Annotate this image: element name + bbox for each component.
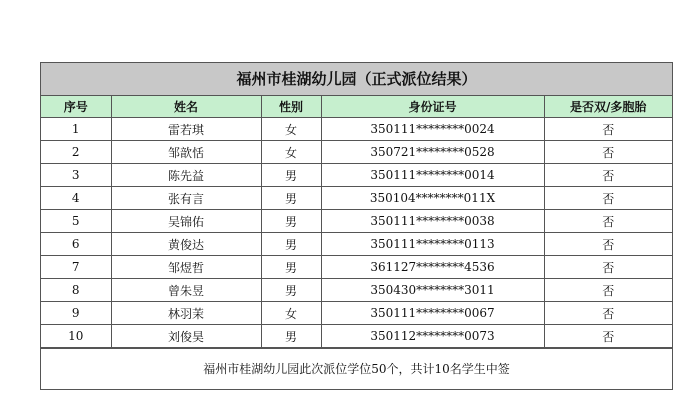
cell-gender: 女 xyxy=(261,141,321,164)
footer-note: 福州市桂湖幼儿园此次派位学位50个，共计10名学生中签 xyxy=(41,348,672,389)
cell-twins: 否 xyxy=(544,279,672,302)
header-index: 序号 xyxy=(41,96,111,118)
cell-twins: 否 xyxy=(544,233,672,256)
table-row xyxy=(41,256,672,279)
cell-id-number: 350111********0038 xyxy=(321,210,544,233)
cell-twins: 否 xyxy=(544,210,672,233)
results-table xyxy=(41,96,672,348)
cell-gender: 女 xyxy=(261,302,321,325)
cell-gender: 男 xyxy=(261,279,321,302)
table-row xyxy=(41,233,672,256)
cell-name: 陈先益 xyxy=(111,164,261,187)
cell-id-number: 350430********3011 xyxy=(321,279,544,302)
table-row xyxy=(41,325,672,348)
table-row xyxy=(41,118,672,141)
table-row xyxy=(41,187,672,210)
table-row xyxy=(41,302,672,325)
header-id-number: 身份证号 xyxy=(321,96,544,118)
cell-name: 邹歆恬 xyxy=(111,141,261,164)
cell-gender: 男 xyxy=(261,164,321,187)
cell-index: 3 xyxy=(41,164,111,187)
cell-name: 邹煜哲 xyxy=(111,256,261,279)
cell-gender: 男 xyxy=(261,233,321,256)
cell-id-number: 350721********0528 xyxy=(321,141,544,164)
cell-index: 9 xyxy=(41,302,111,325)
header-name: 姓名 xyxy=(111,96,261,118)
cell-id-number: 350111********0024 xyxy=(321,118,544,141)
table-row xyxy=(41,141,672,164)
cell-name: 雷若琪 xyxy=(111,118,261,141)
cell-id-number: 350111********0113 xyxy=(321,233,544,256)
cell-twins: 否 xyxy=(544,141,672,164)
cell-index: 1 xyxy=(41,118,111,141)
cell-twins: 否 xyxy=(544,118,672,141)
cell-index: 2 xyxy=(41,141,111,164)
cell-twins: 否 xyxy=(544,302,672,325)
cell-index: 7 xyxy=(41,256,111,279)
cell-gender: 男 xyxy=(261,210,321,233)
cell-name: 林羽茉 xyxy=(111,302,261,325)
cell-id-number: 350104********011X xyxy=(321,187,544,210)
cell-name: 黄俊达 xyxy=(111,233,261,256)
table-row xyxy=(41,164,672,187)
cell-gender: 女 xyxy=(261,118,321,141)
cell-id-number: 350111********0067 xyxy=(321,302,544,325)
header-twins: 是否双/多胞胎 xyxy=(544,96,672,118)
header-row xyxy=(41,96,672,118)
table-row xyxy=(41,210,672,233)
cell-index: 6 xyxy=(41,233,111,256)
cell-index: 8 xyxy=(41,279,111,302)
result-sheet xyxy=(40,62,673,390)
header-gender: 性别 xyxy=(261,96,321,118)
cell-twins: 否 xyxy=(544,164,672,187)
cell-twins: 否 xyxy=(544,256,672,279)
cell-name: 刘俊昊 xyxy=(111,325,261,348)
sheet-title: 福州市桂湖幼儿园（正式派位结果） xyxy=(41,63,672,96)
cell-gender: 男 xyxy=(261,325,321,348)
cell-id-number: 350112********0073 xyxy=(321,325,544,348)
cell-index: 5 xyxy=(41,210,111,233)
table-row xyxy=(41,279,672,302)
cell-id-number: 361127********4536 xyxy=(321,256,544,279)
cell-twins: 否 xyxy=(544,325,672,348)
cell-id-number: 350111********0014 xyxy=(321,164,544,187)
cell-index: 10 xyxy=(41,325,111,348)
cell-name: 曾朱昱 xyxy=(111,279,261,302)
cell-index: 4 xyxy=(41,187,111,210)
cell-name: 吴锦佑 xyxy=(111,210,261,233)
cell-name: 张有言 xyxy=(111,187,261,210)
cell-twins: 否 xyxy=(544,187,672,210)
cell-gender: 男 xyxy=(261,256,321,279)
cell-gender: 男 xyxy=(261,187,321,210)
